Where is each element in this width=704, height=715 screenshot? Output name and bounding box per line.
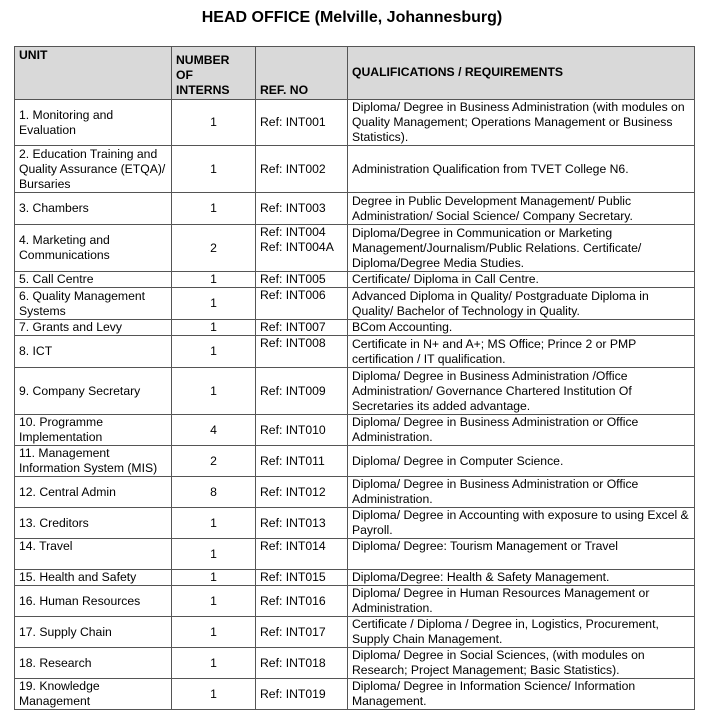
unit-cell: 3. Chambers	[15, 193, 172, 225]
interns-cell: 2	[172, 225, 256, 272]
interns-cell: 8	[172, 477, 256, 508]
requirements-cell: Diploma/ Degree in Human Resources Management or Administration.	[348, 586, 695, 617]
unit-cell: 17. Supply Chain	[15, 617, 172, 648]
interns-cell: 1	[172, 539, 256, 570]
requirements-cell: Certificate/ Diploma in Call Centre.	[348, 272, 695, 288]
requirements-cell: Diploma/ Degree in Business Administration or Office Administration.	[348, 415, 695, 446]
ref-cell: Ref: INT019	[256, 679, 348, 710]
interns-cell: 4	[172, 415, 256, 446]
column-header-interns	[172, 47, 256, 100]
unit-cell: 14. Travel	[15, 539, 172, 570]
interns-cell: 1	[172, 368, 256, 415]
requirements-cell: Diploma/ Degree: Tourism Management or Travel	[348, 539, 695, 570]
table-row	[15, 336, 695, 368]
table-row	[15, 100, 695, 146]
requirements-cell: Degree in Public Development Management/ Public Administration/ Social Science/ Company Secretary.	[348, 193, 695, 225]
unit-cell: 5. Call Centre	[15, 272, 172, 288]
unit-cell: 19. Knowledge Management	[15, 679, 172, 710]
requirements-cell: Advanced Diploma in Quality/ Postgraduate Diploma in Quality/ Bachelor of Technology in Quality.	[348, 288, 695, 320]
unit-cell: 16. Human Resources	[15, 586, 172, 617]
interns-cell: 1	[172, 336, 256, 368]
table-row	[15, 508, 695, 539]
table-row	[15, 193, 695, 225]
unit-cell: 10. Programme Implementation	[15, 415, 172, 446]
table-row	[15, 679, 695, 710]
table-row	[15, 446, 695, 477]
requirements-cell: Certificate in N+ and A+; MS Office; Prince 2 or PMP certification / IT qualification.	[348, 336, 695, 368]
requirements-cell: Diploma/ Degree in Business Administration /Office Administration/ Governance Chartered Institution Of Secretaries its added advantage.	[348, 368, 695, 415]
ref-cell: Ref: INT008	[256, 336, 348, 368]
interns-cell: 1	[172, 146, 256, 193]
interns-cell: 1	[172, 320, 256, 336]
interns-header-line: NUMBER	[176, 53, 230, 67]
page-title: HEAD OFFICE (Melville, Johannesburg)	[201, 9, 503, 26]
ref-cell	[256, 225, 348, 272]
unit-cell: 11. Management Information System (MIS)	[15, 446, 172, 477]
ref-cell: Ref: INT007	[256, 320, 348, 336]
unit-cell: 8. ICT	[15, 336, 172, 368]
requirements-cell: Diploma/ Degree in Computer Science.	[348, 446, 695, 477]
requirements-cell: Diploma/ Degree in Business Administration (with modules on Quality Management; Operations Management or Business Statistics).	[348, 100, 695, 146]
unit-cell: 13. Creditors	[15, 508, 172, 539]
requirements-cell: Diploma/ Degree in Information Science/ Information Management.	[348, 679, 695, 710]
interns-cell: 1	[172, 617, 256, 648]
requirements-cell: Diploma/ Degree in Business Administration or Office Administration.	[348, 477, 695, 508]
interns-cell: 1	[172, 288, 256, 320]
table-row	[15, 146, 695, 193]
column-header-unit: UNIT	[15, 47, 172, 100]
interns-cell: 2	[172, 446, 256, 477]
unit-cell: 4. Marketing and Communications	[15, 225, 172, 272]
interns-cell: 1	[172, 586, 256, 617]
table-row	[15, 648, 695, 679]
unit-cell: 6. Quality Management Systems	[15, 288, 172, 320]
ref-cell: Ref: INT015	[256, 570, 348, 586]
table-row	[15, 415, 695, 446]
ref-cell: Ref: INT012	[256, 477, 348, 508]
column-header-ref: REF. NO	[256, 47, 348, 100]
requirements-cell: Diploma/Degree in Communication or Marketing Management/Journalism/Public Relations. Certificate/ Diploma/Degree Media Studies.	[348, 225, 695, 272]
table-row	[15, 288, 695, 320]
table-row	[15, 617, 695, 648]
ref-cell: Ref: INT016	[256, 586, 348, 617]
interns-header-line: OF	[176, 68, 193, 82]
unit-cell: 9. Company Secretary	[15, 368, 172, 415]
requirements-cell: Administration Qualification from TVET College N6.	[348, 146, 695, 193]
ref-cell: Ref: INT017	[256, 617, 348, 648]
interns-cell: 1	[172, 570, 256, 586]
table-row	[15, 225, 695, 272]
ref-cell: Ref: INT005	[256, 272, 348, 288]
interns-cell: 1	[172, 193, 256, 225]
requirements-cell: Certificate / Diploma / Degree in, Logistics, Procurement, Supply Chain Management.	[348, 617, 695, 648]
ref-cell: Ref: INT002	[256, 146, 348, 193]
interns-header-line: INTERNS	[176, 83, 230, 97]
ref-cell: Ref: INT014	[256, 539, 348, 570]
ref-cell: Ref: INT009	[256, 368, 348, 415]
requirements-cell: Diploma/Degree: Health & Safety Management.	[348, 570, 695, 586]
interns-cell: 1	[172, 100, 256, 146]
unit-cell: 15. Health and Safety	[15, 570, 172, 586]
ref-cell: Ref: INT001	[256, 100, 348, 146]
ref-cell: Ref: INT011	[256, 446, 348, 477]
ref-line: Ref: INT004	[260, 225, 326, 239]
requirements-cell: BCom Accounting.	[348, 320, 695, 336]
interns-cell: 1	[172, 272, 256, 288]
table-header-row	[15, 47, 695, 100]
internship-table	[14, 46, 695, 710]
ref-cell: Ref: INT003	[256, 193, 348, 225]
ref-line: Ref: INT004A	[260, 240, 334, 254]
table-row	[15, 586, 695, 617]
table-row	[15, 477, 695, 508]
unit-cell: 18. Research	[15, 648, 172, 679]
table-row	[15, 320, 695, 336]
table-row	[15, 570, 695, 586]
ref-cell: Ref: INT010	[256, 415, 348, 446]
unit-cell: 12. Central Admin	[15, 477, 172, 508]
unit-cell: 1. Monitoring and Evaluation	[15, 100, 172, 146]
ref-cell: Ref: INT006	[256, 288, 348, 320]
interns-cell: 1	[172, 508, 256, 539]
unit-cell: 7. Grants and Levy	[15, 320, 172, 336]
requirements-cell: Diploma/ Degree in Social Sciences, (with modules on Research; Project Management; Basic Statistics).	[348, 648, 695, 679]
column-header-qualifications: QUALIFICATIONS / REQUIREMENTS	[348, 47, 695, 100]
ref-cell: Ref: INT018	[256, 648, 348, 679]
ref-cell: Ref: INT013	[256, 508, 348, 539]
requirements-cell: Diploma/ Degree in Accounting with exposure to using Excel & Payroll.	[348, 508, 695, 539]
table-row	[15, 539, 695, 570]
interns-cell: 1	[172, 648, 256, 679]
unit-cell: 2. Education Training and Quality Assurance (ETQA)/ Bursaries	[15, 146, 172, 193]
interns-cell: 1	[172, 679, 256, 710]
table-row	[15, 272, 695, 288]
table-row	[15, 368, 695, 415]
